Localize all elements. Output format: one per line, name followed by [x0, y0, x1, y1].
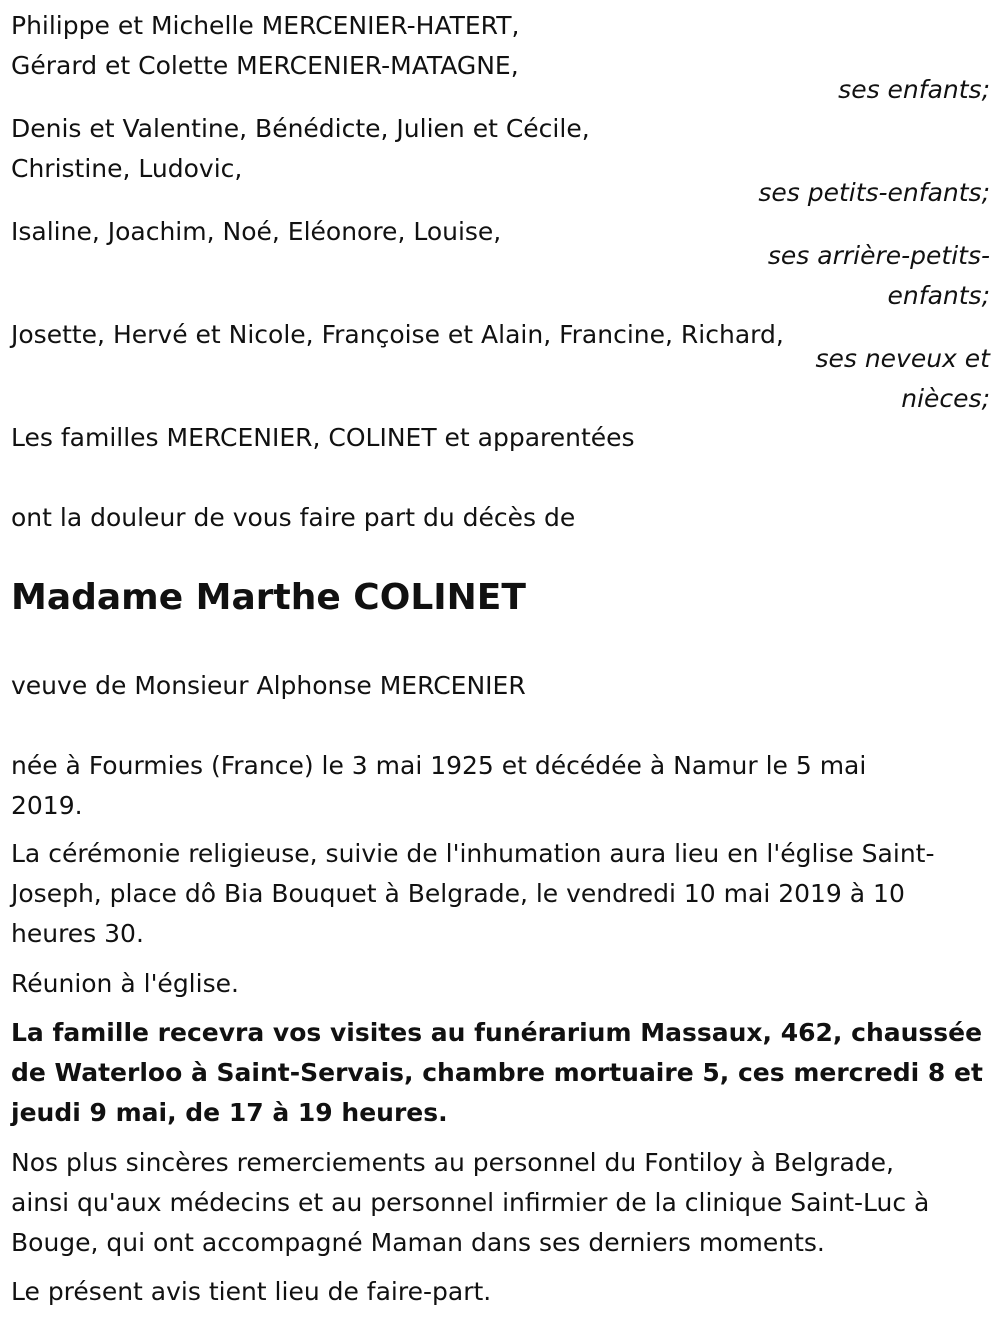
widow-of-line: veuve de Monsieur Alphonse MERCENIER [11, 671, 526, 700]
visits-line-3: jeudi 9 mai, de 17 à 19 heures. [11, 1098, 448, 1127]
deceased-name: Madame Marthe COLINET [11, 577, 526, 618]
grandchildren-role: ses petits-enfants; [758, 178, 990, 207]
birth-death-line-2: 2019. [11, 791, 83, 820]
grandchildren-line-1: Denis et Valentine, Bénédicte, Julien et Cécile, [11, 114, 590, 143]
nephews-role-2: nièces; [901, 384, 990, 413]
great-grandchildren-line: Isaline, Joachim, Noé, Eléonore, Louise, [11, 217, 502, 246]
birth-death-line-1: née à Fourmies (France) le 3 mai 1925 et décédée à Namur le 5 mai [11, 751, 867, 780]
children-line-1: Philippe et Michelle MERCENIER-HATERT, [11, 11, 520, 40]
announcement-line: ont la douleur de vous faire part du décès de [11, 503, 576, 532]
ceremony-line-1: La cérémonie religieuse, suivie de l'inhumation aura lieu en l'église Saint- [11, 839, 935, 868]
thanks-line-3: Bouge, qui ont accompagné Maman dans ses derniers moments. [11, 1228, 825, 1257]
thanks-line-2: ainsi qu'aux médecins et au personnel infirmier de la clinique Saint-Luc à [11, 1188, 930, 1217]
nephews-role-1: ses neveux et [815, 344, 990, 373]
nephews-line: Josette, Hervé et Nicole, Françoise et Alain, Francine, Richard, [11, 320, 784, 349]
children-line-2: Gérard et Colette MERCENIER-MATAGNE, [11, 51, 519, 80]
closing-line: Le présent avis tient lieu de faire-part. [11, 1277, 492, 1306]
families-line: Les familles MERCENIER, COLINET et apparentées [11, 423, 635, 452]
ceremony-line-2: Joseph, place dô Bia Bouquet à Belgrade, le vendredi 10 mai 2019 à 10 [11, 879, 905, 908]
visits-line-2: de Waterloo à Saint-Servais, chambre mortuaire 5, ces mercredi 8 et [11, 1058, 983, 1087]
grandchildren-line-2: Christine, Ludovic, [11, 154, 243, 183]
great-grandchildren-role-2: enfants; [887, 281, 990, 310]
meeting-line: Réunion à l'église. [11, 969, 239, 998]
great-grandchildren-role-1: ses arrière-petits- [767, 241, 990, 270]
visits-line-1: La famille recevra vos visites au funérarium Massaux, 462, chaussée [11, 1018, 983, 1047]
thanks-line-1: Nos plus sincères remerciements au personnel du Fontiloy à Belgrade, [11, 1148, 894, 1177]
children-role: ses enfants; [838, 75, 990, 104]
ceremony-line-3: heures 30. [11, 919, 144, 948]
